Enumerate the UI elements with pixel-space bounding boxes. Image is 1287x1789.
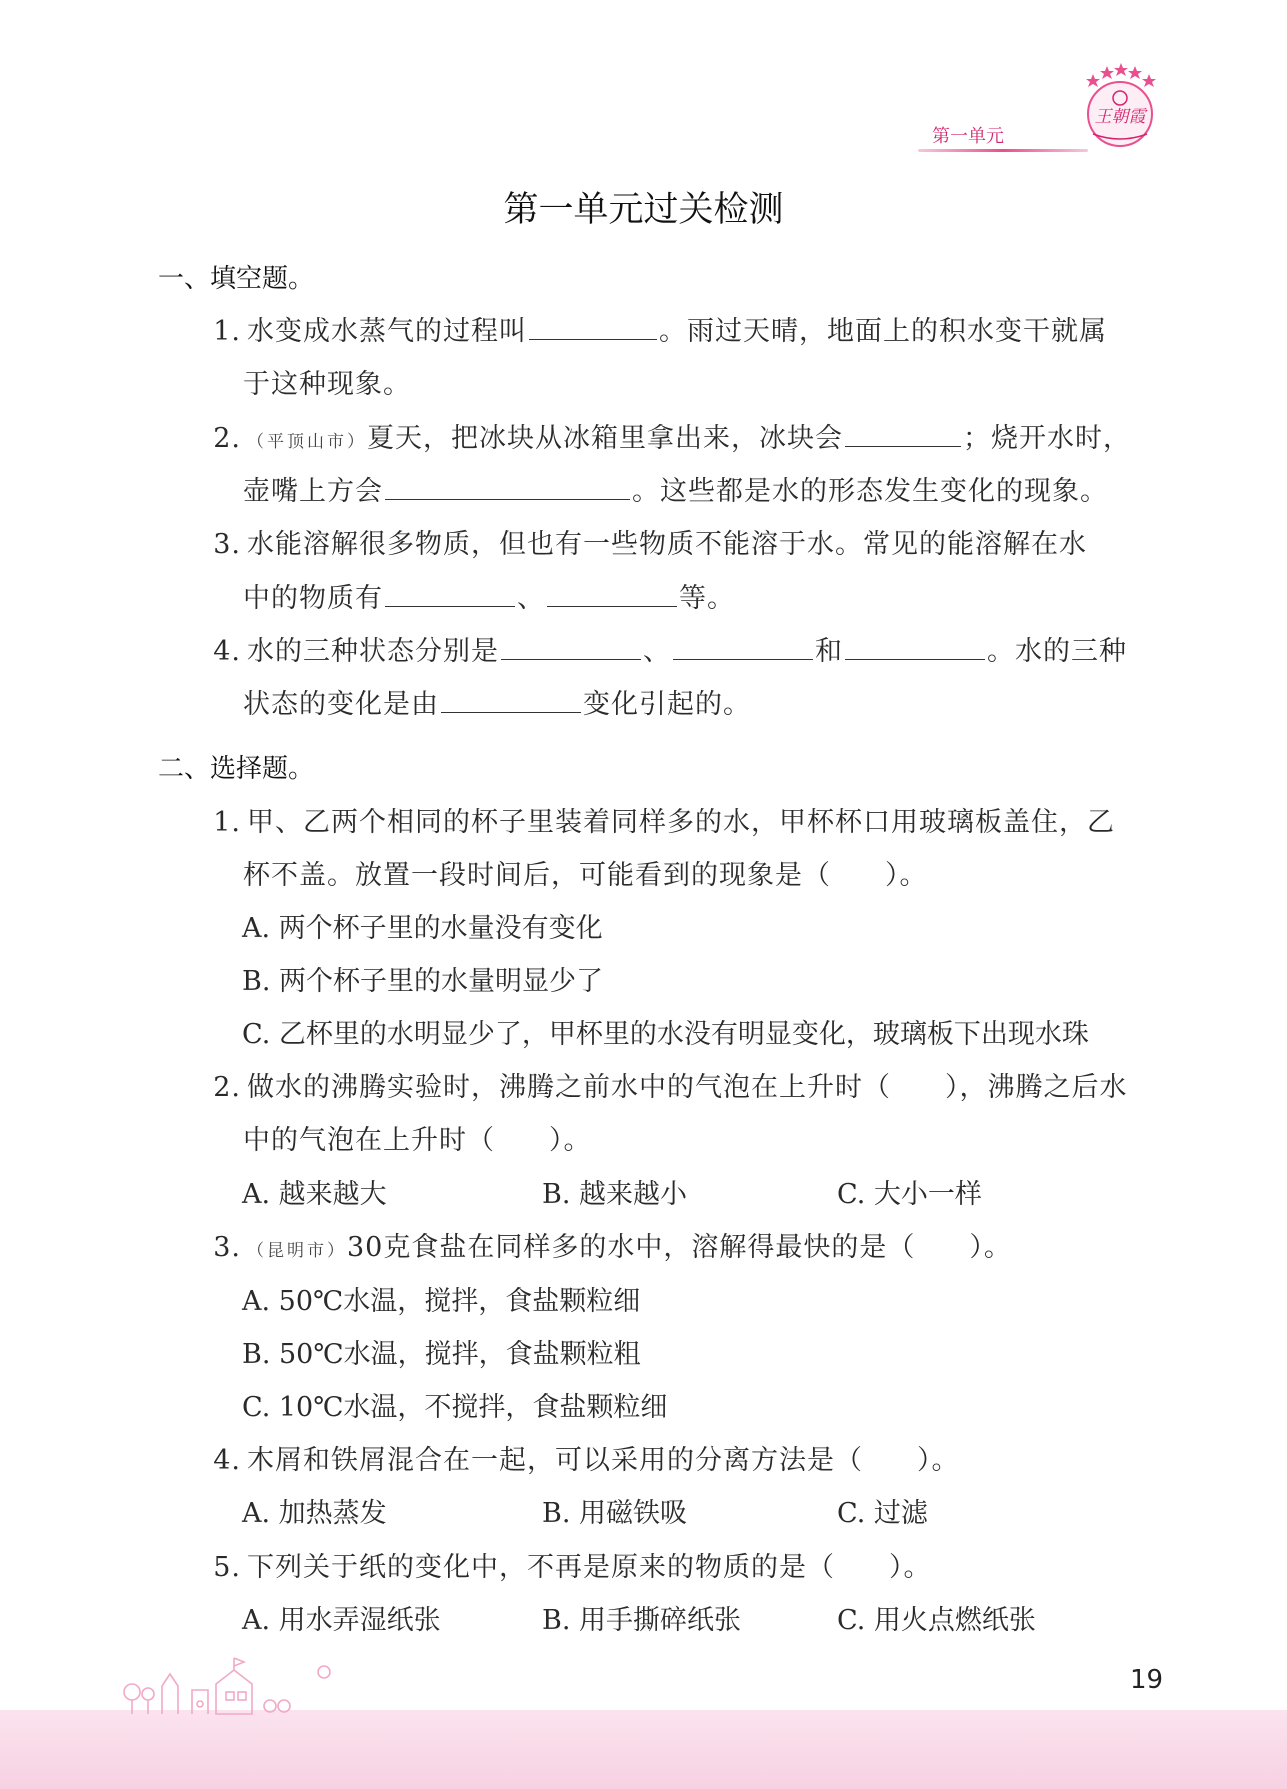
answer-blank[interactable] [547,584,677,607]
question-text: ）。 [917,1445,960,1476]
option[interactable]: C. 乙杯里的水明显少了，甲杯里的水没有明显变化，玻璃板下出现水珠 [242,1019,1089,1050]
option[interactable]: A. 用水弄湿纸张 [242,1605,441,1636]
question-number: 4. [213,1445,241,1476]
option[interactable]: A. 两个杯子里的水量没有变化 [242,913,603,944]
question-text: 变化引起的。 [583,689,751,720]
page-title: 第一单元过关检测 [503,190,784,230]
option[interactable]: B. 50℃水温，搅拌，食盐颗粒粗 [242,1339,641,1370]
question-line [205,800,1115,839]
brand-logo-graphic [1075,60,1165,152]
question-text: 夏天，把冰块从冰箱里拿出来，冰块会 [367,423,843,454]
question-line [243,1118,592,1157]
question-number: 5. [213,1552,241,1583]
question-line [243,362,411,401]
question-line [243,682,751,721]
option[interactable]: B. 越来越小 [542,1179,688,1210]
question-text: 。这些都是水的形态发生变化的现象。 [632,476,1108,507]
question-number: 3. [213,529,241,560]
question-number: 1. [213,807,241,838]
question-text: 、 [643,636,671,667]
answer-blank[interactable] [385,584,515,607]
question-text: 下列关于纸的变化中，不再是原来的物质的是（ [247,1552,835,1583]
unit-tag-label: 第一单元 [932,126,1004,147]
option[interactable]: A. 越来越大 [242,1179,387,1210]
svg-text:王朝霞: 王朝霞 [1094,107,1146,127]
question-line [243,576,735,615]
question-number: 2. [213,423,241,454]
question-text: ）。 [969,1232,1012,1263]
question-text: 水能溶解很多物质，但也有一些物质不能溶于水。常见的能溶解在水 [247,529,1087,560]
question-text: 等。 [679,583,735,614]
question-text: 于这种现象。 [243,369,411,400]
question-text: 和 [815,636,843,667]
answer-blank[interactable] [673,637,813,660]
question-line [205,309,1107,348]
question-text: 木屑和铁屑混合在一起，可以采用的分离方法是（ [247,1445,863,1476]
option[interactable]: C. 大小一样 [837,1179,982,1210]
question-line [205,1225,1012,1264]
section-heading-choice: 二、选择题。 [158,754,315,784]
question-text: 壶嘴上方会 [243,476,383,507]
question-text: 杯不盖。放置一段时间后，可能看到的现象是（ [243,860,831,891]
question-line [243,853,928,892]
question-line [243,469,1108,508]
question-source: （平顶山市） [247,432,367,452]
question-text: 甲、乙两个相同的杯子里装着同样多的水，甲杯杯口用玻璃板盖住，乙 [247,807,1115,838]
answer-blank[interactable] [845,424,961,447]
footer-decoration [118,1648,348,1718]
option[interactable]: C. 10℃水温，不搅拌，食盐颗粒细 [242,1392,668,1423]
question-text: 。雨过天晴，地面上的积水变干就属 [659,316,1107,347]
question-text: 。水的三种 [987,636,1127,667]
option[interactable]: B. 用磁铁吸 [542,1498,688,1529]
question-text: ）。 [549,1125,592,1156]
answer-blank[interactable] [529,317,657,340]
castle-doodle-icon [118,1648,348,1718]
question-line [205,629,1127,668]
option[interactable]: A. 加热蒸发 [242,1498,387,1529]
question-text: 、 [517,583,545,614]
answer-blank[interactable] [501,637,641,660]
question-text: 水的三种状态分别是 [247,636,499,667]
question-text: 做水的沸腾实验时，沸腾之前水中的气泡在上升时（ [247,1072,891,1103]
option[interactable]: C. 用火点燃纸张 [837,1605,1036,1636]
option[interactable]: B. 用手撕碎纸张 [542,1605,742,1636]
question-text: ；烧开水时， [963,423,1131,454]
question-text: ），沸腾之后水 [945,1072,1128,1103]
question-line [205,1065,1128,1104]
question-line [205,416,1131,455]
question-text: 30克食盐在同样多的水中，溶解得最快的是（ [347,1232,916,1263]
question-text: 中的气泡在上升时（ [243,1125,495,1156]
question-line [205,522,1087,561]
question-text: ）。 [885,860,928,891]
answer-blank[interactable] [385,477,630,500]
section-heading-fill-blank: 一、填空题。 [158,264,315,294]
question-text: 中的物质有 [243,583,383,614]
question-line [205,1438,960,1477]
unit-tag-rule [918,149,1088,152]
question-number: 1. [213,316,241,347]
option[interactable]: C. 过滤 [837,1498,928,1529]
brand-logo [1075,60,1165,152]
option[interactable]: A. 50℃水温，搅拌，食盐颗粒细 [242,1286,641,1317]
page-number: 19 [1130,1665,1164,1695]
option[interactable]: B. 两个杯子里的水量明显少了 [242,966,604,997]
question-source: （昆明市） [247,1241,347,1261]
question-number: 2. [213,1072,241,1103]
question-text: ）。 [889,1552,932,1583]
question-text: 状态的变化是由 [243,689,439,720]
question-number: 4. [213,636,241,667]
footer-band [0,1710,1287,1789]
question-line [205,1545,932,1584]
question-text: 水变成水蒸气的过程叫 [247,316,527,347]
question-number: 3. [213,1232,241,1263]
answer-blank[interactable] [845,637,985,660]
answer-blank[interactable] [441,690,581,713]
